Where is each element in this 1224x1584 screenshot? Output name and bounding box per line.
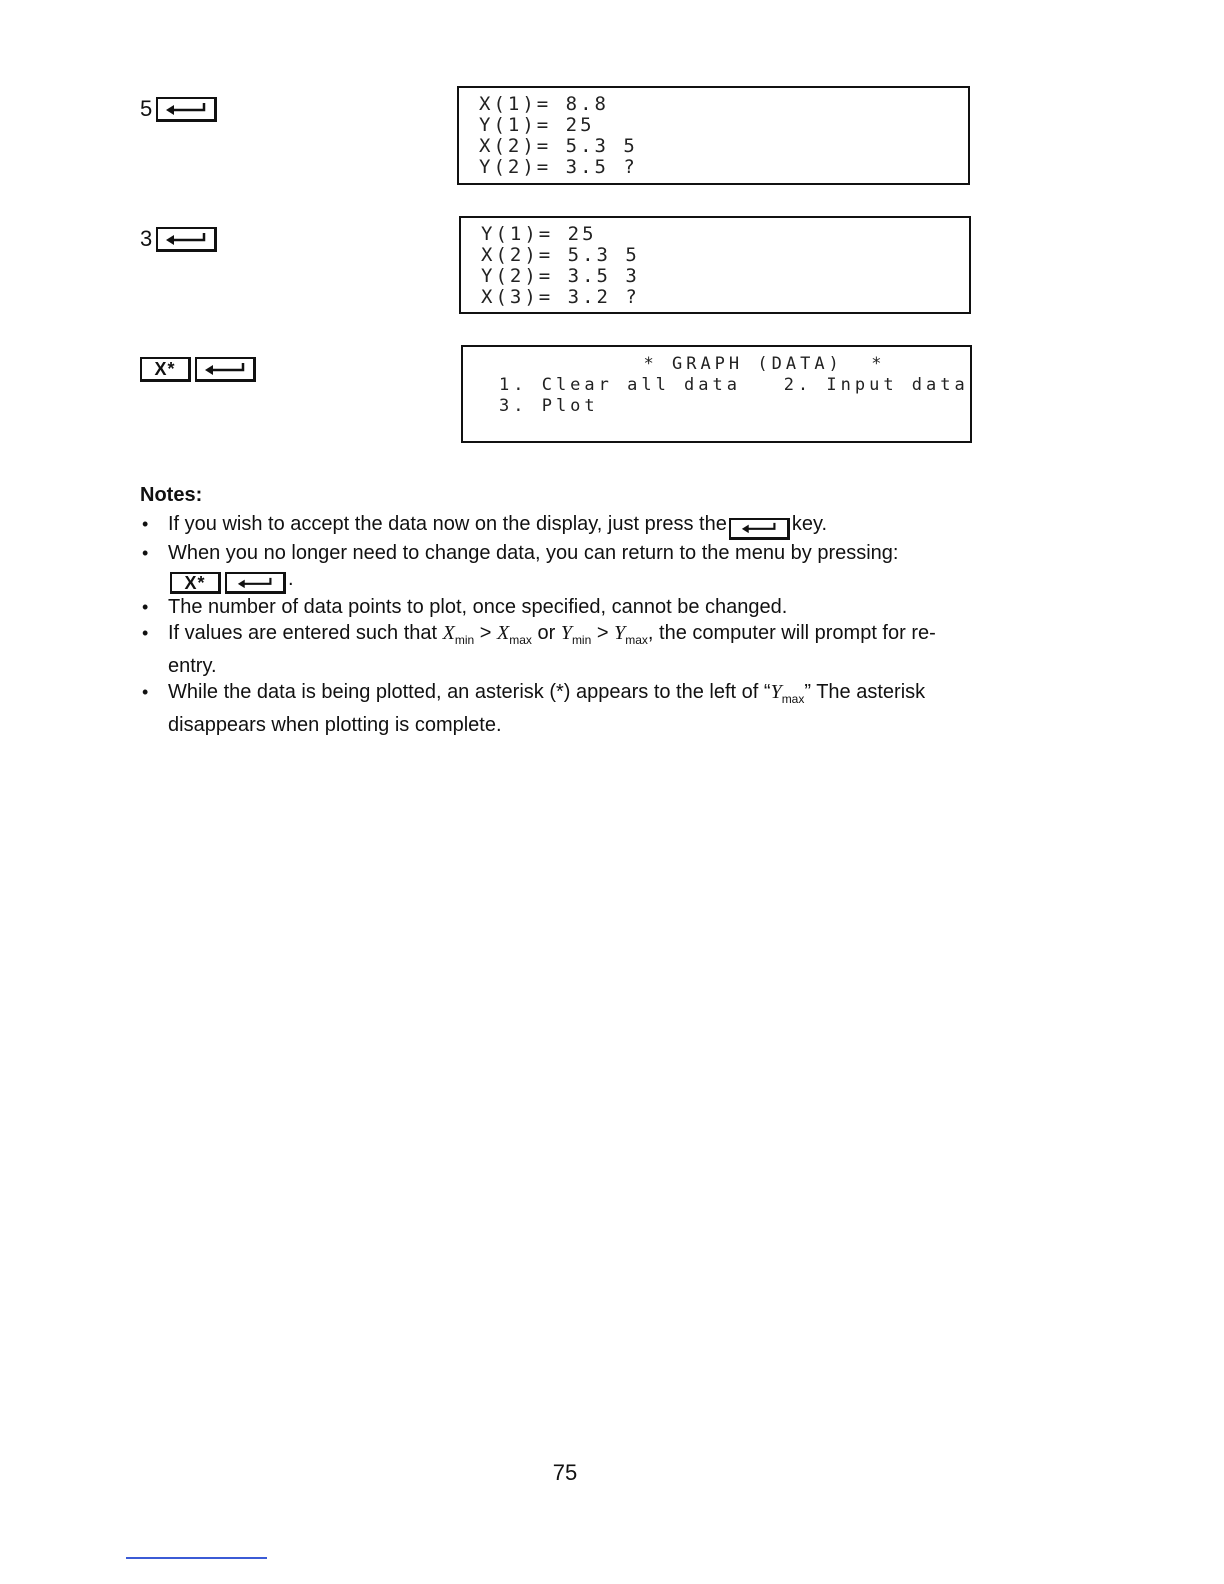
- note-item: [140, 679, 980, 738]
- notes-section: [140, 484, 980, 738]
- math-y-max: $Y_{max}$: [614, 622, 648, 647]
- note-item: [140, 540, 980, 595]
- page-number: 75: [552, 1460, 578, 1485]
- menu-line: 1. Clear all data 2. Input data: [499, 375, 969, 395]
- note-text: When you no longer need to change data, you can return to the menu by pressing:: [168, 541, 899, 564]
- note-item: [140, 594, 980, 620]
- enter-key-icon: [729, 518, 790, 540]
- key-digit-3: 3: [140, 226, 153, 251]
- math-y-max: $Y_{max}$: [770, 681, 805, 706]
- note-item: [140, 511, 980, 540]
- math-y-min: $Y_{min}$: [560, 622, 592, 647]
- menu-line: 3. Plot: [499, 396, 599, 416]
- x-star-key-icon: X*: [140, 357, 191, 382]
- x-star-key-label: X*: [170, 572, 221, 594]
- enter-key-icon: [156, 97, 217, 122]
- lcd-line: X(3)= 3.2 ?: [481, 286, 640, 308]
- math-x-max: $X_{max}$: [497, 622, 532, 647]
- note-text: ,: [647, 622, 654, 644]
- notes-list: [140, 511, 980, 738]
- x-star-key-icon: [170, 572, 221, 594]
- enter-key-icon: [156, 227, 217, 252]
- math-gt: >: [596, 622, 609, 644]
- lcd-line: X(2)= 5.3 5: [479, 135, 638, 157]
- lcd-display-1: [457, 86, 970, 185]
- footer-rule: [126, 1557, 267, 1559]
- enter-key-icon: [225, 572, 286, 594]
- key-digit-5: 5: [140, 96, 153, 121]
- lcd-display-2: [459, 216, 971, 314]
- math-x-min: $X_{min}$: [442, 622, 475, 647]
- notes-heading: Notes:: [140, 484, 203, 506]
- note-text: the computer will prompt for re-entry.: [168, 622, 936, 677]
- note-text: While the data is being plotted, an asterisk (*) appears to the left of “: [168, 681, 771, 703]
- note-text: The number of data points to plot, once specified, cannot be changed.: [168, 596, 788, 618]
- note-text: If values are entered such that: [168, 622, 438, 644]
- lcd-line: Y(1)= 25: [479, 114, 595, 136]
- note-text: ” The asterisk disappears when plotting is complete.: [168, 681, 926, 736]
- lcd-line: Y(2)= 3.5 3: [481, 265, 640, 287]
- lcd-line: X(2)= 5.3 5: [481, 244, 640, 266]
- note-text: .: [288, 567, 294, 590]
- enter-key-icon: [195, 357, 256, 382]
- math-gt: >: [479, 622, 492, 644]
- step-1-keys: [140, 96, 217, 122]
- lcd-line: X(1)= 8.8: [479, 93, 609, 115]
- note-text: key.: [791, 513, 828, 535]
- lcd-line: Y(1)= 25: [481, 223, 597, 245]
- lcd-display-menu: [461, 345, 972, 443]
- step-3-keys: [140, 357, 256, 382]
- note-text: or: [537, 622, 556, 644]
- lcd-line: Y(2)= 3.5 ?: [479, 156, 638, 178]
- note-text: If you wish to accept the data now on the display, just press the: [168, 513, 727, 535]
- menu-title: * GRAPH (DATA) *: [643, 354, 886, 374]
- step-2-keys: [140, 226, 217, 252]
- note-item: [140, 620, 980, 679]
